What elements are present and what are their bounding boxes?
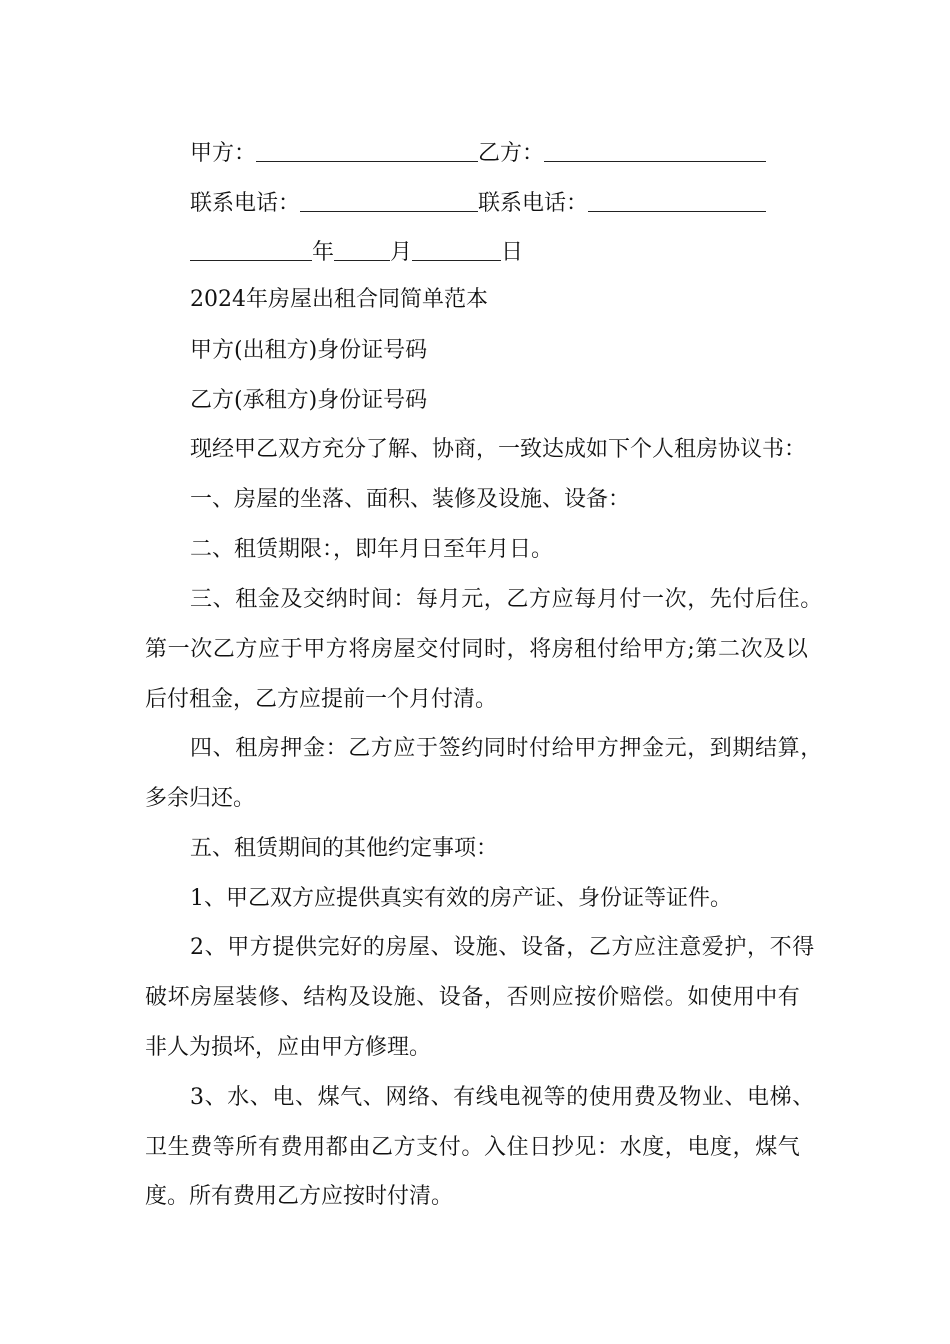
document-title: 2024年房屋出租合同简单范本: [190, 287, 488, 312]
clause-3-line-3: 后付租金，乙方应提前一个月付清。: [145, 687, 498, 712]
party-b-label: 乙方：: [478, 141, 545, 166]
clause-4-line-1: 四、租房押金：乙方应于签约同时付给甲方押金元，到期结算，: [190, 736, 823, 761]
phone-b-blank: [588, 189, 766, 212]
clause-2: 二、租赁期限：，即年月日至年月日。: [190, 537, 554, 562]
phone-a-blank: [300, 189, 478, 212]
item-1: 1、甲乙双方应提供真实有效的房产证、身份证等证件。: [190, 886, 732, 911]
signature-row-parties: [190, 137, 766, 169]
phone-a-label: 联系电话：: [190, 191, 301, 216]
signature-row-date: [190, 236, 523, 268]
day-label: 日: [501, 240, 524, 265]
month-blank: [334, 238, 390, 261]
clause-3-line-1: 三、租金及交纳时间：每月元，乙方应每月付一次，先付后住。: [190, 587, 823, 612]
item-2-line-1: 2、甲方提供完好的房屋、设施、设备，乙方应注意爱护，不得: [190, 935, 815, 960]
clause-1: 一、房屋的坐落、面积、装修及设施、设备：: [190, 487, 631, 512]
month-label: 月: [390, 240, 413, 265]
phone-b-label: 联系电话：: [478, 191, 589, 216]
party-a-label: 甲方：: [190, 141, 257, 166]
year-blank: [190, 238, 312, 261]
year-label: 年: [312, 240, 335, 265]
party-a-id-line: 甲方(出租方)身份证号码: [190, 338, 428, 363]
item-2-line-2: 破坏房屋装修、结构及设施、设备，否则应按价赔偿。如使用中有: [145, 985, 801, 1010]
party-b-id-line: 乙方(承租方)身份证号码: [190, 388, 428, 413]
item-3-line-3: 度。所有费用乙方应按时付清。: [145, 1184, 454, 1209]
clause-4-line-2: 多余归还。: [145, 786, 256, 811]
intro-paragraph: 现经甲乙双方充分了解、协商，一致达成如下个人租房协议书：: [190, 437, 807, 462]
clause-3-line-2: 第一次乙方应于甲方将房屋交付同时，将房租付给甲方;第二次及以: [145, 637, 809, 662]
item-3-line-1: 3、水、电、煤气、网络、有线电视等的使用费及物业、电梯、: [190, 1085, 815, 1110]
party-a-blank: [256, 139, 478, 162]
clause-5: 五、租赁期间的其他约定事项：: [190, 836, 499, 861]
item-2-line-3: 非人为损坏，应由甲方修理。: [145, 1035, 432, 1060]
day-blank: [412, 238, 501, 261]
party-b-blank: [544, 139, 766, 162]
item-3-line-2: 卫生费等所有费用都由乙方支付。入住日抄见：水度，电度，煤气: [145, 1135, 801, 1160]
signature-row-phones: [190, 187, 766, 219]
